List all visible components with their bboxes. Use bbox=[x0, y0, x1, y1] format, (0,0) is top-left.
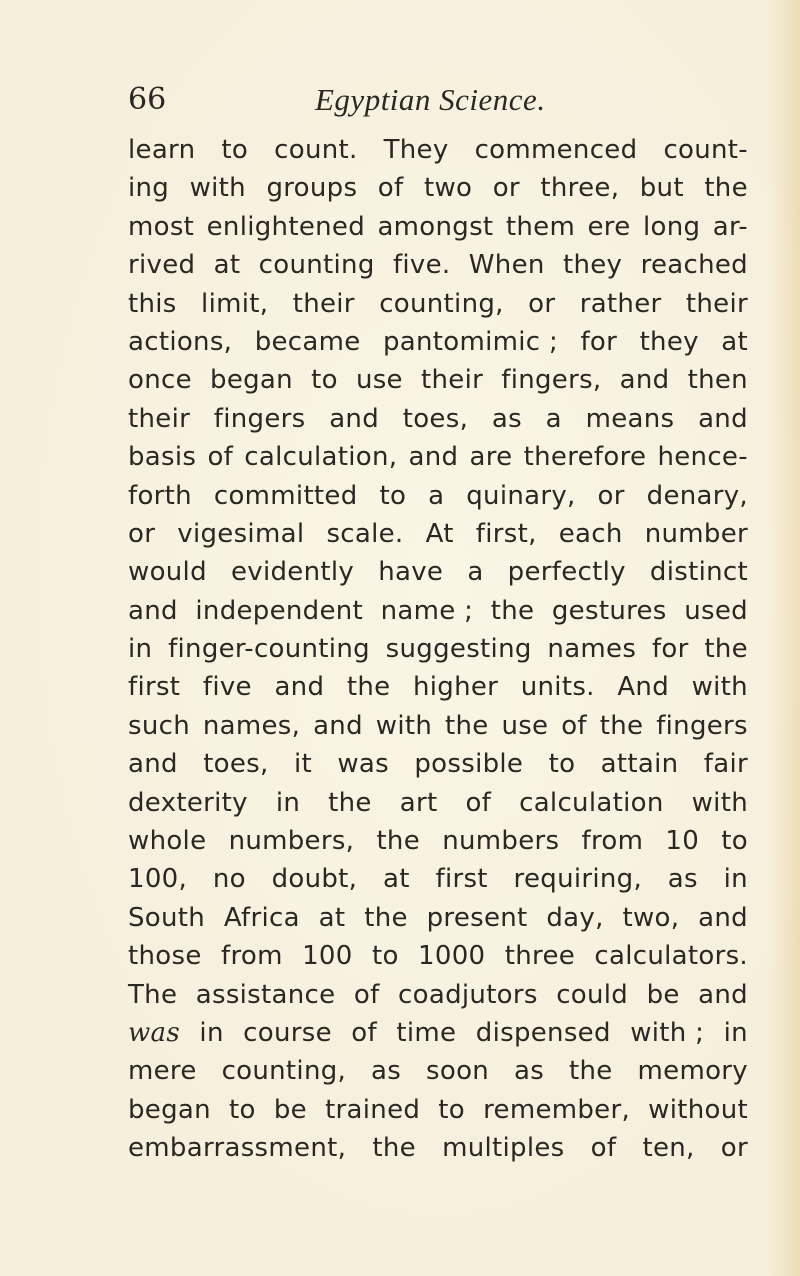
word: the bbox=[445, 710, 489, 741]
word: their bbox=[128, 403, 191, 434]
word: ere bbox=[587, 211, 631, 242]
word: then bbox=[687, 365, 748, 396]
word: 1000 bbox=[418, 941, 486, 972]
word: each bbox=[558, 518, 623, 549]
text-line bbox=[128, 131, 748, 169]
word: such bbox=[128, 710, 190, 741]
text-line bbox=[128, 515, 748, 553]
word: two, bbox=[622, 902, 680, 933]
word: as bbox=[667, 864, 698, 895]
word: coadjutors bbox=[398, 979, 538, 1010]
text-line bbox=[128, 784, 748, 822]
word: their bbox=[685, 288, 748, 319]
word: them bbox=[505, 211, 576, 242]
running-head bbox=[128, 80, 728, 124]
word: and bbox=[128, 595, 178, 626]
word: remember, bbox=[483, 1094, 631, 1125]
word: as bbox=[514, 1056, 545, 1087]
text-line bbox=[128, 668, 748, 706]
text-line bbox=[128, 822, 748, 860]
word: rather bbox=[579, 288, 662, 319]
word: they bbox=[639, 326, 699, 357]
word: South bbox=[128, 902, 206, 933]
text-line bbox=[128, 361, 748, 399]
word: was bbox=[337, 749, 390, 780]
word: without bbox=[648, 1094, 748, 1125]
word: soon bbox=[426, 1056, 490, 1087]
word: course bbox=[243, 1017, 332, 1048]
word: count. bbox=[274, 135, 358, 165]
word: assistance bbox=[195, 979, 336, 1010]
word: first bbox=[435, 864, 488, 895]
word: from bbox=[581, 826, 644, 857]
word: with bbox=[375, 710, 433, 741]
word: fingers bbox=[213, 403, 306, 434]
word: They bbox=[383, 135, 449, 165]
word: or bbox=[597, 480, 625, 511]
word: as bbox=[371, 1056, 402, 1087]
text-line bbox=[128, 1129, 748, 1167]
word: At bbox=[425, 518, 454, 549]
word: became bbox=[254, 326, 361, 357]
word: present bbox=[426, 902, 528, 933]
word: multiples bbox=[442, 1133, 565, 1164]
word: art bbox=[399, 787, 438, 818]
word: to bbox=[438, 1094, 465, 1125]
word: could bbox=[556, 979, 629, 1010]
word: at bbox=[721, 326, 748, 357]
word: mere bbox=[128, 1056, 197, 1087]
word: independent bbox=[195, 595, 364, 626]
word: to bbox=[311, 365, 338, 396]
word: ten, bbox=[642, 1133, 695, 1164]
page-number: 66 bbox=[128, 82, 167, 117]
word: to bbox=[721, 826, 748, 857]
word: ar- bbox=[712, 211, 748, 242]
word: And bbox=[617, 672, 669, 703]
word: whole bbox=[128, 826, 207, 857]
word: it bbox=[293, 749, 312, 780]
word: at bbox=[318, 902, 346, 933]
word: counting, bbox=[379, 288, 504, 319]
word: the bbox=[364, 902, 408, 933]
word: have bbox=[378, 557, 444, 588]
word: in bbox=[723, 864, 748, 895]
word: The bbox=[128, 979, 178, 1010]
text-line bbox=[128, 285, 748, 323]
word: three, bbox=[540, 173, 620, 204]
word: a bbox=[428, 480, 445, 511]
word: the bbox=[599, 710, 644, 741]
word: pantomimic ; bbox=[382, 326, 559, 357]
word: limit, bbox=[201, 288, 269, 319]
word: of bbox=[351, 1017, 377, 1048]
word: vigesimal bbox=[177, 518, 305, 549]
word: calculation bbox=[519, 787, 664, 818]
word: the bbox=[376, 826, 421, 857]
word: fingers bbox=[656, 710, 748, 741]
word: fingers, bbox=[501, 365, 602, 396]
word: of bbox=[207, 442, 234, 473]
text-line bbox=[128, 1052, 748, 1090]
text-line bbox=[128, 1091, 748, 1129]
word: two bbox=[423, 173, 473, 204]
word: and bbox=[698, 979, 748, 1010]
word: calculation, bbox=[244, 442, 398, 473]
word: first, bbox=[475, 518, 537, 549]
word: to bbox=[371, 941, 399, 972]
word: the bbox=[372, 1133, 416, 1164]
word: long bbox=[642, 211, 701, 242]
word: be bbox=[646, 979, 680, 1010]
word: enlightened bbox=[206, 211, 365, 242]
word: trained bbox=[325, 1094, 421, 1125]
text-line bbox=[128, 976, 748, 1014]
word: commenced bbox=[474, 135, 638, 165]
word: use bbox=[355, 365, 403, 396]
word: numbers bbox=[442, 826, 560, 857]
text-line bbox=[128, 438, 748, 476]
word: or bbox=[492, 173, 520, 204]
word: distinct bbox=[649, 557, 748, 588]
word: attain bbox=[600, 749, 679, 780]
word: reached bbox=[640, 250, 748, 281]
word: no bbox=[212, 864, 246, 895]
word: committed bbox=[213, 480, 358, 511]
word: 10 bbox=[665, 826, 700, 857]
word: 100, bbox=[128, 864, 188, 895]
text-line bbox=[128, 553, 748, 591]
word: units. bbox=[520, 672, 595, 703]
word: and bbox=[128, 749, 178, 780]
word: requiring, bbox=[513, 864, 643, 895]
text-line bbox=[128, 323, 748, 361]
word: of bbox=[590, 1133, 617, 1164]
word: evidently bbox=[231, 557, 355, 588]
word: their bbox=[421, 365, 484, 396]
word: and bbox=[329, 403, 380, 434]
word: and bbox=[313, 710, 363, 741]
word: suggesting bbox=[385, 634, 532, 665]
word: Africa bbox=[223, 902, 300, 933]
word: for bbox=[651, 634, 689, 665]
word: the bbox=[704, 173, 748, 204]
text-line bbox=[128, 400, 748, 438]
text-line bbox=[128, 745, 748, 783]
word: amongst bbox=[377, 211, 494, 242]
word: forth bbox=[128, 480, 192, 511]
word: means bbox=[585, 403, 675, 434]
word: used bbox=[684, 595, 748, 626]
word: possible bbox=[414, 749, 524, 780]
word: the bbox=[490, 595, 535, 626]
text-line bbox=[128, 477, 748, 515]
word: as bbox=[491, 403, 522, 434]
word: three bbox=[504, 941, 576, 972]
word: of bbox=[353, 979, 380, 1010]
word: actions, bbox=[128, 326, 233, 357]
word: their bbox=[292, 288, 355, 319]
word: of bbox=[561, 710, 587, 741]
running-title: Egyptian Science. bbox=[315, 82, 546, 117]
word: a bbox=[545, 403, 562, 434]
word: to bbox=[229, 1094, 256, 1125]
word: those bbox=[128, 941, 202, 972]
word: embarrassment, bbox=[128, 1133, 347, 1164]
word: 100 bbox=[302, 941, 353, 972]
word: calculators. bbox=[594, 941, 748, 972]
word: but bbox=[639, 173, 684, 204]
word: gestures bbox=[551, 595, 667, 626]
word: from bbox=[220, 941, 283, 972]
text-line bbox=[128, 246, 748, 284]
word: count- bbox=[663, 135, 748, 165]
word: began bbox=[210, 365, 293, 396]
word: dispensed bbox=[475, 1017, 611, 1048]
text-line bbox=[128, 169, 748, 207]
word: in bbox=[723, 1017, 748, 1048]
word: finger-counting bbox=[168, 634, 370, 665]
word: numbers, bbox=[228, 826, 355, 857]
word: began bbox=[128, 1094, 211, 1125]
word: be bbox=[273, 1094, 307, 1125]
text-line bbox=[128, 630, 748, 668]
word: and bbox=[698, 902, 748, 933]
word: in bbox=[199, 1017, 224, 1048]
word: with bbox=[691, 787, 748, 818]
word: name ; bbox=[380, 595, 474, 626]
word: at bbox=[213, 250, 241, 281]
word: learn bbox=[128, 135, 196, 165]
word: to bbox=[548, 749, 576, 780]
word: the bbox=[704, 634, 748, 665]
word: in bbox=[275, 787, 301, 818]
word: and bbox=[698, 403, 748, 434]
word: quinary, bbox=[466, 480, 576, 511]
word: they bbox=[562, 250, 623, 281]
word: and bbox=[408, 442, 459, 473]
word: perfectly bbox=[507, 557, 626, 588]
word: higher bbox=[413, 672, 499, 703]
word: first bbox=[128, 672, 181, 703]
text-line bbox=[128, 1014, 748, 1052]
word: with bbox=[691, 672, 748, 703]
word: toes, bbox=[402, 403, 469, 434]
word: and bbox=[619, 365, 670, 396]
word: the bbox=[346, 672, 391, 703]
text-line bbox=[128, 937, 748, 975]
word: toes, bbox=[203, 749, 269, 780]
word: five. bbox=[392, 250, 451, 281]
word: groups bbox=[266, 173, 358, 204]
text-line bbox=[128, 592, 748, 630]
body-text bbox=[128, 131, 748, 1168]
word: a bbox=[467, 557, 484, 588]
word: the bbox=[328, 787, 372, 818]
text-line bbox=[128, 707, 748, 745]
word: doubt, bbox=[271, 864, 358, 895]
word: hence- bbox=[657, 442, 748, 473]
word: denary, bbox=[646, 480, 748, 511]
word: names, bbox=[202, 710, 301, 741]
text-line bbox=[128, 860, 748, 898]
word: fair bbox=[703, 749, 748, 780]
word: counting bbox=[258, 250, 375, 281]
word: of bbox=[377, 173, 404, 204]
word: to bbox=[221, 135, 249, 165]
word: time bbox=[396, 1017, 457, 1048]
word: or bbox=[128, 518, 156, 549]
word: ing bbox=[128, 173, 170, 204]
word: at bbox=[383, 864, 410, 895]
word: therefore bbox=[523, 442, 647, 473]
word: memory bbox=[637, 1056, 748, 1087]
word: five bbox=[202, 672, 252, 703]
word: dexterity bbox=[128, 787, 248, 818]
word: scale. bbox=[326, 518, 404, 549]
word: was bbox=[128, 1017, 180, 1048]
word: names bbox=[547, 634, 637, 665]
word: are bbox=[469, 442, 513, 473]
word: day, bbox=[546, 902, 604, 933]
word: use bbox=[501, 710, 549, 741]
word: with bbox=[189, 173, 246, 204]
word: to bbox=[379, 480, 407, 511]
word: counting, bbox=[221, 1056, 347, 1087]
word: of bbox=[465, 787, 492, 818]
word: basis bbox=[128, 442, 197, 473]
text-line bbox=[128, 208, 748, 246]
word: once bbox=[128, 365, 192, 396]
word: for bbox=[580, 326, 618, 357]
word: would bbox=[128, 557, 207, 588]
word: or bbox=[720, 1133, 748, 1164]
word: and bbox=[274, 672, 325, 703]
word: most bbox=[128, 211, 195, 242]
word: with ; bbox=[630, 1017, 705, 1048]
word: rived bbox=[128, 250, 196, 281]
word: or bbox=[528, 288, 556, 319]
word: the bbox=[569, 1056, 613, 1087]
word: When bbox=[468, 250, 545, 281]
word: in bbox=[128, 634, 153, 665]
word: this bbox=[128, 288, 177, 319]
text-line bbox=[128, 899, 748, 937]
word: number bbox=[644, 518, 748, 549]
